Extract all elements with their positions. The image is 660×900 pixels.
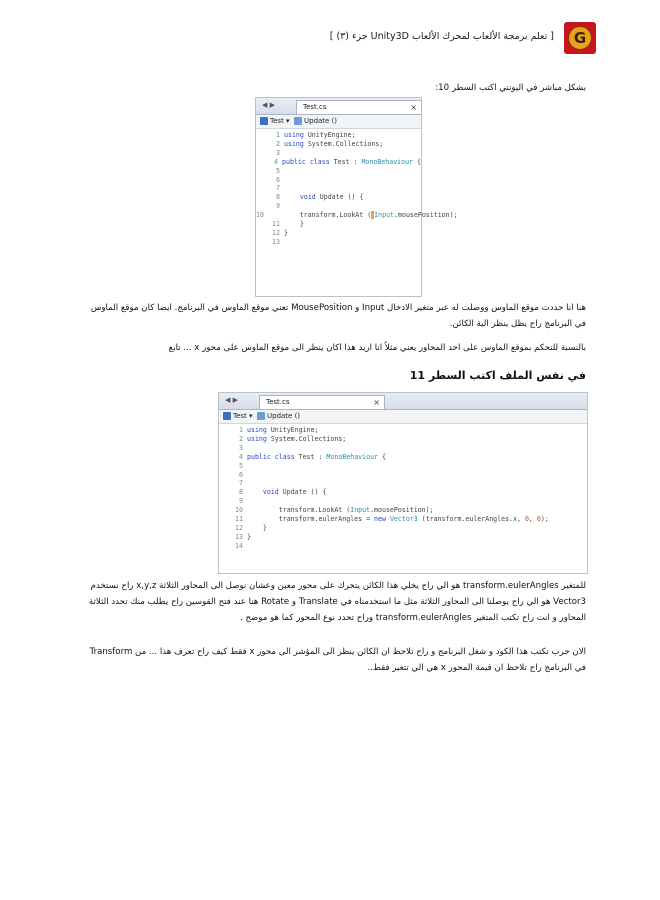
line-number: 13 [235, 532, 243, 541]
code-line [219, 533, 587, 542]
line-number: 11 [235, 515, 243, 524]
paragraph-test: الان جرب تكتب هذا الكود و شغل البرنامج و راح تلاحظ ان الكائن ينظر الى المؤشر الى محور x فقط كيف راح تعرف هذا ... من Transform في البرنامج راح تلاحظ ان قيمة المحور x هي الي تتغير فقط.. [89, 647, 586, 673]
code-area[interactable] [256, 129, 458, 247]
tab-bar [256, 98, 421, 115]
code-line [256, 202, 421, 211]
breadcrumb: Test ▾ Update () [256, 115, 421, 129]
class-icon [223, 412, 231, 420]
line-number: 12 [235, 523, 243, 532]
code-line [219, 488, 587, 497]
code-line [219, 426, 587, 435]
paragraph-axis: بالنسبة للتحكم بموقع الماوس على احد المحاور يعني مثلاً انا اريد هذا اكان ينظر الى موقع الماوس على محور x ... تابع [168, 343, 586, 353]
line-number: 8 [239, 488, 243, 497]
line-number: 1 [276, 131, 280, 139]
line-code: } [247, 532, 251, 541]
line-code: } [284, 228, 288, 237]
code-line [219, 497, 587, 506]
code-line [219, 453, 587, 462]
code-line [219, 479, 587, 488]
file-tab[interactable] [296, 100, 422, 114]
line-number: 2 [239, 434, 243, 443]
line-number: 6 [239, 470, 243, 479]
file-tab-label: Test.cs [303, 103, 327, 111]
line-number: 10 [235, 506, 243, 515]
line-code: void Update () { [262, 488, 327, 497]
code-editor-1 [255, 97, 458, 297]
code-line [219, 506, 587, 515]
close-icon[interactable]: × [410, 103, 417, 112]
code-area[interactable] [219, 424, 587, 551]
logo-icon: G [568, 26, 592, 50]
page-header [329, 22, 596, 54]
logo [564, 22, 596, 54]
nav-arrows-icon[interactable]: ◀ ▶ [262, 101, 275, 109]
paragraph-euler: للمتغير transform.eulerAngles هو الي راح يخلي هذا الكائن يتحرك على محور معين وعشان نوصل الى المحاور الثلاثة x,y,z راح نستخدم Vector3 هو الي راح يوصلنا الى المحاور الثلاثة مثل ما استخدمناه في Translate و Rotate هنا عند فتح القوسين راح يطلب منك تحدد الثلاثة المحاور و انت راح تكتب المتغير transform.eulerAngles وراح تحدد نوع المحور كما هو موضح . [88, 581, 586, 623]
code-line [256, 158, 421, 167]
paragraph-line11: في نفس الملف اكتب السطر 11 [409, 369, 586, 382]
close-icon[interactable]: × [373, 398, 380, 407]
line-code: using System.Collections; [284, 139, 384, 148]
code-line [256, 193, 421, 202]
line-code: public class Test : MonoBehaviour { [282, 157, 421, 166]
paragraph-intro: بشكل مباشر في اليونتي اكتب السطر 10: [435, 83, 586, 93]
method-icon [294, 117, 302, 125]
class-icon [260, 117, 268, 125]
code-line [219, 471, 587, 480]
line-code: using UnityEngine; [247, 426, 319, 434]
line-code: transform.LookAt (Input.mousePosition); [247, 506, 434, 515]
line-number: 3 [239, 443, 243, 452]
breadcrumb-method[interactable]: Update () [267, 412, 301, 420]
code-line [219, 462, 587, 471]
line-number: 12 [272, 228, 280, 237]
line-number: 4 [274, 157, 279, 166]
line-number: 14 [235, 541, 243, 550]
line-number: 9 [239, 497, 243, 506]
line-number: 1 [239, 426, 243, 434]
code-line [219, 444, 587, 453]
line-number: 3 [276, 148, 280, 157]
file-tab-label: Test.cs [266, 398, 290, 406]
code-editor-2 [218, 392, 588, 574]
code-line [256, 238, 421, 247]
code-line [219, 542, 587, 551]
line-number: 2 [276, 139, 280, 148]
code-line [256, 229, 421, 238]
file-tab[interactable] [259, 395, 385, 409]
code-line [219, 435, 587, 444]
line-code: public class Test : MonoBehaviour { [247, 452, 386, 461]
code-line [256, 220, 421, 229]
line-code: } [284, 220, 304, 229]
line-number: 7 [239, 479, 243, 488]
method-icon [257, 412, 265, 420]
paragraph-explanation: هنا انا حددت موقع الماوس ووصلت له عبر متغير الادخال Input و MousePosition تعني موقع الماوس في البرنامج. ايضا كان موقع الماوس في البرنامج راح يظل ينظر الية الكائن. [90, 303, 586, 329]
line-number: 7 [276, 184, 280, 193]
code-line [256, 176, 421, 185]
tab-bar [219, 393, 587, 410]
header-title: [ تعلم برمجة الألعاب لمحرك الألعاب Unity3D جزء (٣) ] [329, 31, 554, 42]
code-line [256, 140, 421, 149]
line-code: void Update () { [299, 193, 364, 202]
line-code: transform.LookAt ( Input.mousePosition); [267, 211, 458, 220]
breadcrumb-class[interactable]: Test [270, 117, 284, 125]
line-number: 6 [276, 175, 280, 184]
breadcrumb-class[interactable]: Test [233, 412, 247, 420]
code-line [256, 167, 421, 176]
line-number: 13 [272, 237, 280, 246]
line-code: using System.Collections; [247, 434, 347, 443]
code-line [256, 149, 421, 158]
line-code: using UnityEngine; [284, 131, 356, 139]
code-line [219, 524, 587, 533]
code-line [256, 184, 421, 193]
code-line [256, 211, 458, 220]
line-code: transform.eulerAngles = new Vector3 (transform.eulerAngles.x, 0, 0); [247, 515, 549, 524]
breadcrumb-method[interactable]: Update () [304, 117, 338, 125]
line-number: 5 [276, 166, 280, 175]
line-number: 9 [276, 202, 280, 211]
code-line [256, 131, 421, 140]
line-code: } [247, 523, 267, 532]
line-number: 5 [239, 461, 243, 470]
line-number: 4 [239, 452, 243, 461]
line-number: 10 [256, 211, 264, 220]
line-number: 8 [276, 193, 280, 202]
code-line [219, 515, 587, 524]
nav-arrows-icon[interactable]: ◀ ▶ [225, 396, 238, 404]
breadcrumb: Test ▾ Update () [219, 410, 587, 424]
line-number: 11 [272, 220, 280, 229]
